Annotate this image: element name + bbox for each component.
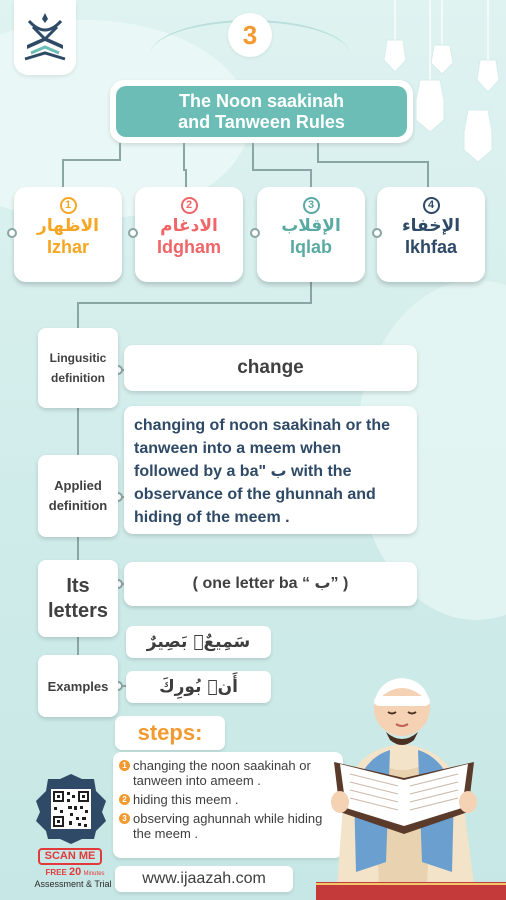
applied-definition-value: changing of noon saakinah or the tanween into a meem when followed by a ba" ب with the observance of the ghunnah and hiding of the meem . [124,406,417,534]
step-item [119,792,335,807]
rule-english: Iqlab [289,237,332,257]
title-line-2: and Tanween Rules [178,111,345,132]
free-unit: Minutes [83,871,105,877]
rule-arabic: الإقلاب [281,216,341,236]
connector-dot [7,228,17,238]
label-line: Lingusitic [49,351,107,365]
label-line: Applied [54,478,102,493]
free-offer [38,866,112,878]
qr-code-frame[interactable] [34,773,108,845]
rule-number: 1 [60,197,77,214]
step-number-badge: 3 [228,13,272,57]
steps-header: steps: [115,716,225,750]
example-card: سَمِيعٌۢ بَصِيرٌ [126,626,271,658]
rule-card-idgham[interactable] [135,187,243,282]
rule-number: 4 [423,197,440,214]
free-minutes: 20 [69,866,82,878]
step-text: changing the noon saakinah or tanween into ameem . [133,758,311,788]
rule-number: 3 [303,197,320,214]
linguistic-definition-value: change [124,345,417,391]
label-line: definition [50,371,105,385]
example-card: أَنۢ بُورِكَ [126,671,271,703]
rule-arabic: الادغام [160,216,218,236]
step-number: 1 [119,760,130,771]
step-number: 2 [119,794,130,805]
its-letters-value: ( one letter ba “ ب” ) [124,562,417,606]
free-label: FREE [45,868,67,877]
linguistic-definition-label [38,328,118,408]
title-line-1: The Noon saakinah [178,90,345,111]
reading-boy-illustration [316,662,506,900]
steps-list [113,752,343,858]
rule-card-izhar[interactable] [14,187,122,282]
label-line: Its [66,574,90,597]
label-line: definition [48,498,108,513]
rule-english: Idgham [156,237,221,257]
connector-dot [250,228,260,238]
qr-code-icon [34,773,108,845]
connector-dot [372,228,382,238]
step-number: 3 [119,813,130,824]
step-text: observing aghunnah while hiding the meem . [133,811,323,841]
label-line: letters [47,599,109,622]
assessment-trial-label: Assessment & Trial [34,879,112,889]
its-letters-label [38,560,118,637]
rule-card-ikhfaa[interactable] [377,187,485,282]
step-item [119,811,335,841]
rule-arabic: الإخفاء [401,216,461,236]
examples-label: Examples [38,655,118,717]
rule-card-iqlab[interactable] [257,187,365,282]
rule-english: Ikhfaa [404,237,458,257]
website-link[interactable]: www.ijaazah.com [115,866,293,892]
step-item [119,758,335,788]
rule-number: 2 [181,197,198,214]
connector-dot [128,228,138,238]
step-text: hiding this meem . [133,792,239,807]
applied-definition-label [38,455,118,537]
rule-arabic: الاظهار [37,216,99,236]
rule-english: Izhar [46,237,89,257]
scan-me-label[interactable]: SCAN ME [38,848,102,865]
